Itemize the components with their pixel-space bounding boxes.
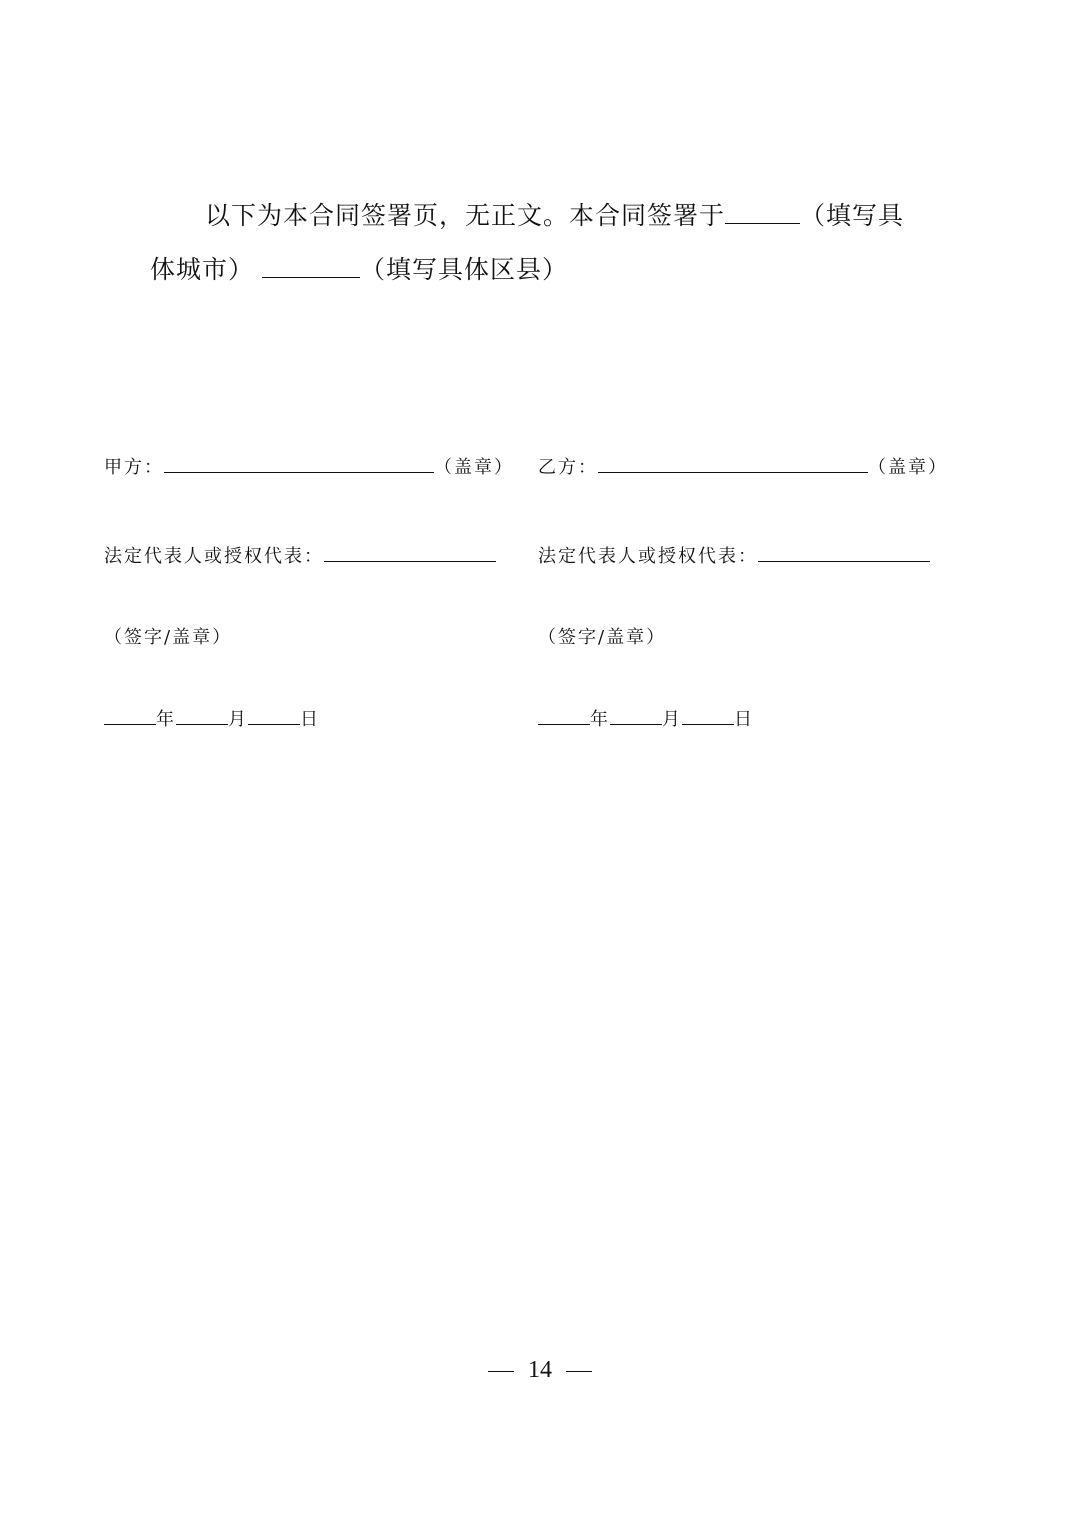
party-b-month-label: 月 — [662, 709, 682, 730]
party-a-day-label: 日 — [300, 709, 320, 730]
city-blank[interactable] — [725, 222, 800, 224]
party-a-month-blank[interactable] — [176, 723, 228, 725]
party-b-rep-blank[interactable] — [758, 560, 930, 562]
party-a-rep-row — [104, 542, 496, 568]
party-b-month-blank[interactable] — [610, 723, 662, 725]
party-a-label: 甲方： — [104, 457, 164, 478]
page-number: 14 — [528, 1357, 552, 1383]
intro-text-2: 体城市） — [150, 255, 255, 284]
right-dash — [566, 1371, 592, 1372]
party-a-seal-note: （盖章） — [434, 457, 514, 478]
party-b-label: 乙方： — [538, 457, 598, 478]
intro-line-1 — [205, 196, 904, 232]
left-dash — [488, 1371, 514, 1372]
page-footer — [0, 1357, 1080, 1384]
party-a-year-label: 年 — [156, 709, 176, 730]
party-b-year-blank[interactable] — [538, 723, 590, 725]
intro-hint-2: （填写具体区县） — [360, 255, 569, 284]
party-b-rep-label: 法定代表人或授权代表： — [538, 546, 758, 567]
intro-line-2 — [150, 250, 568, 286]
party-a-year-blank[interactable] — [104, 723, 156, 725]
party-b-seal-note: （盖章） — [868, 457, 948, 478]
party-b-date-row — [538, 705, 754, 731]
party-a-row — [104, 453, 514, 479]
party-b-year-label: 年 — [590, 709, 610, 730]
party-b-row — [538, 453, 948, 479]
party-b-day-label: 日 — [734, 709, 754, 730]
party-a-name-blank[interactable] — [164, 471, 434, 473]
party-a-rep-blank[interactable] — [324, 560, 496, 562]
party-b-sign-note: （签字/盖章） — [538, 627, 667, 648]
party-b-rep-row — [538, 542, 930, 568]
intro-hint-1: （填写具 — [800, 201, 905, 230]
party-a-rep-label: 法定代表人或授权代表： — [104, 546, 324, 567]
intro-text-1: 以下为本合同签署页，无正文。本合同签署于 — [205, 201, 726, 230]
party-a-day-blank[interactable] — [248, 723, 300, 725]
party-a-month-label: 月 — [228, 709, 248, 730]
party-b-day-blank[interactable] — [682, 723, 734, 725]
party-b-name-blank[interactable] — [598, 471, 868, 473]
district-blank[interactable] — [262, 276, 360, 278]
party-a-sign-note: （签字/盖章） — [104, 627, 233, 648]
party-a-date-row — [104, 705, 320, 731]
